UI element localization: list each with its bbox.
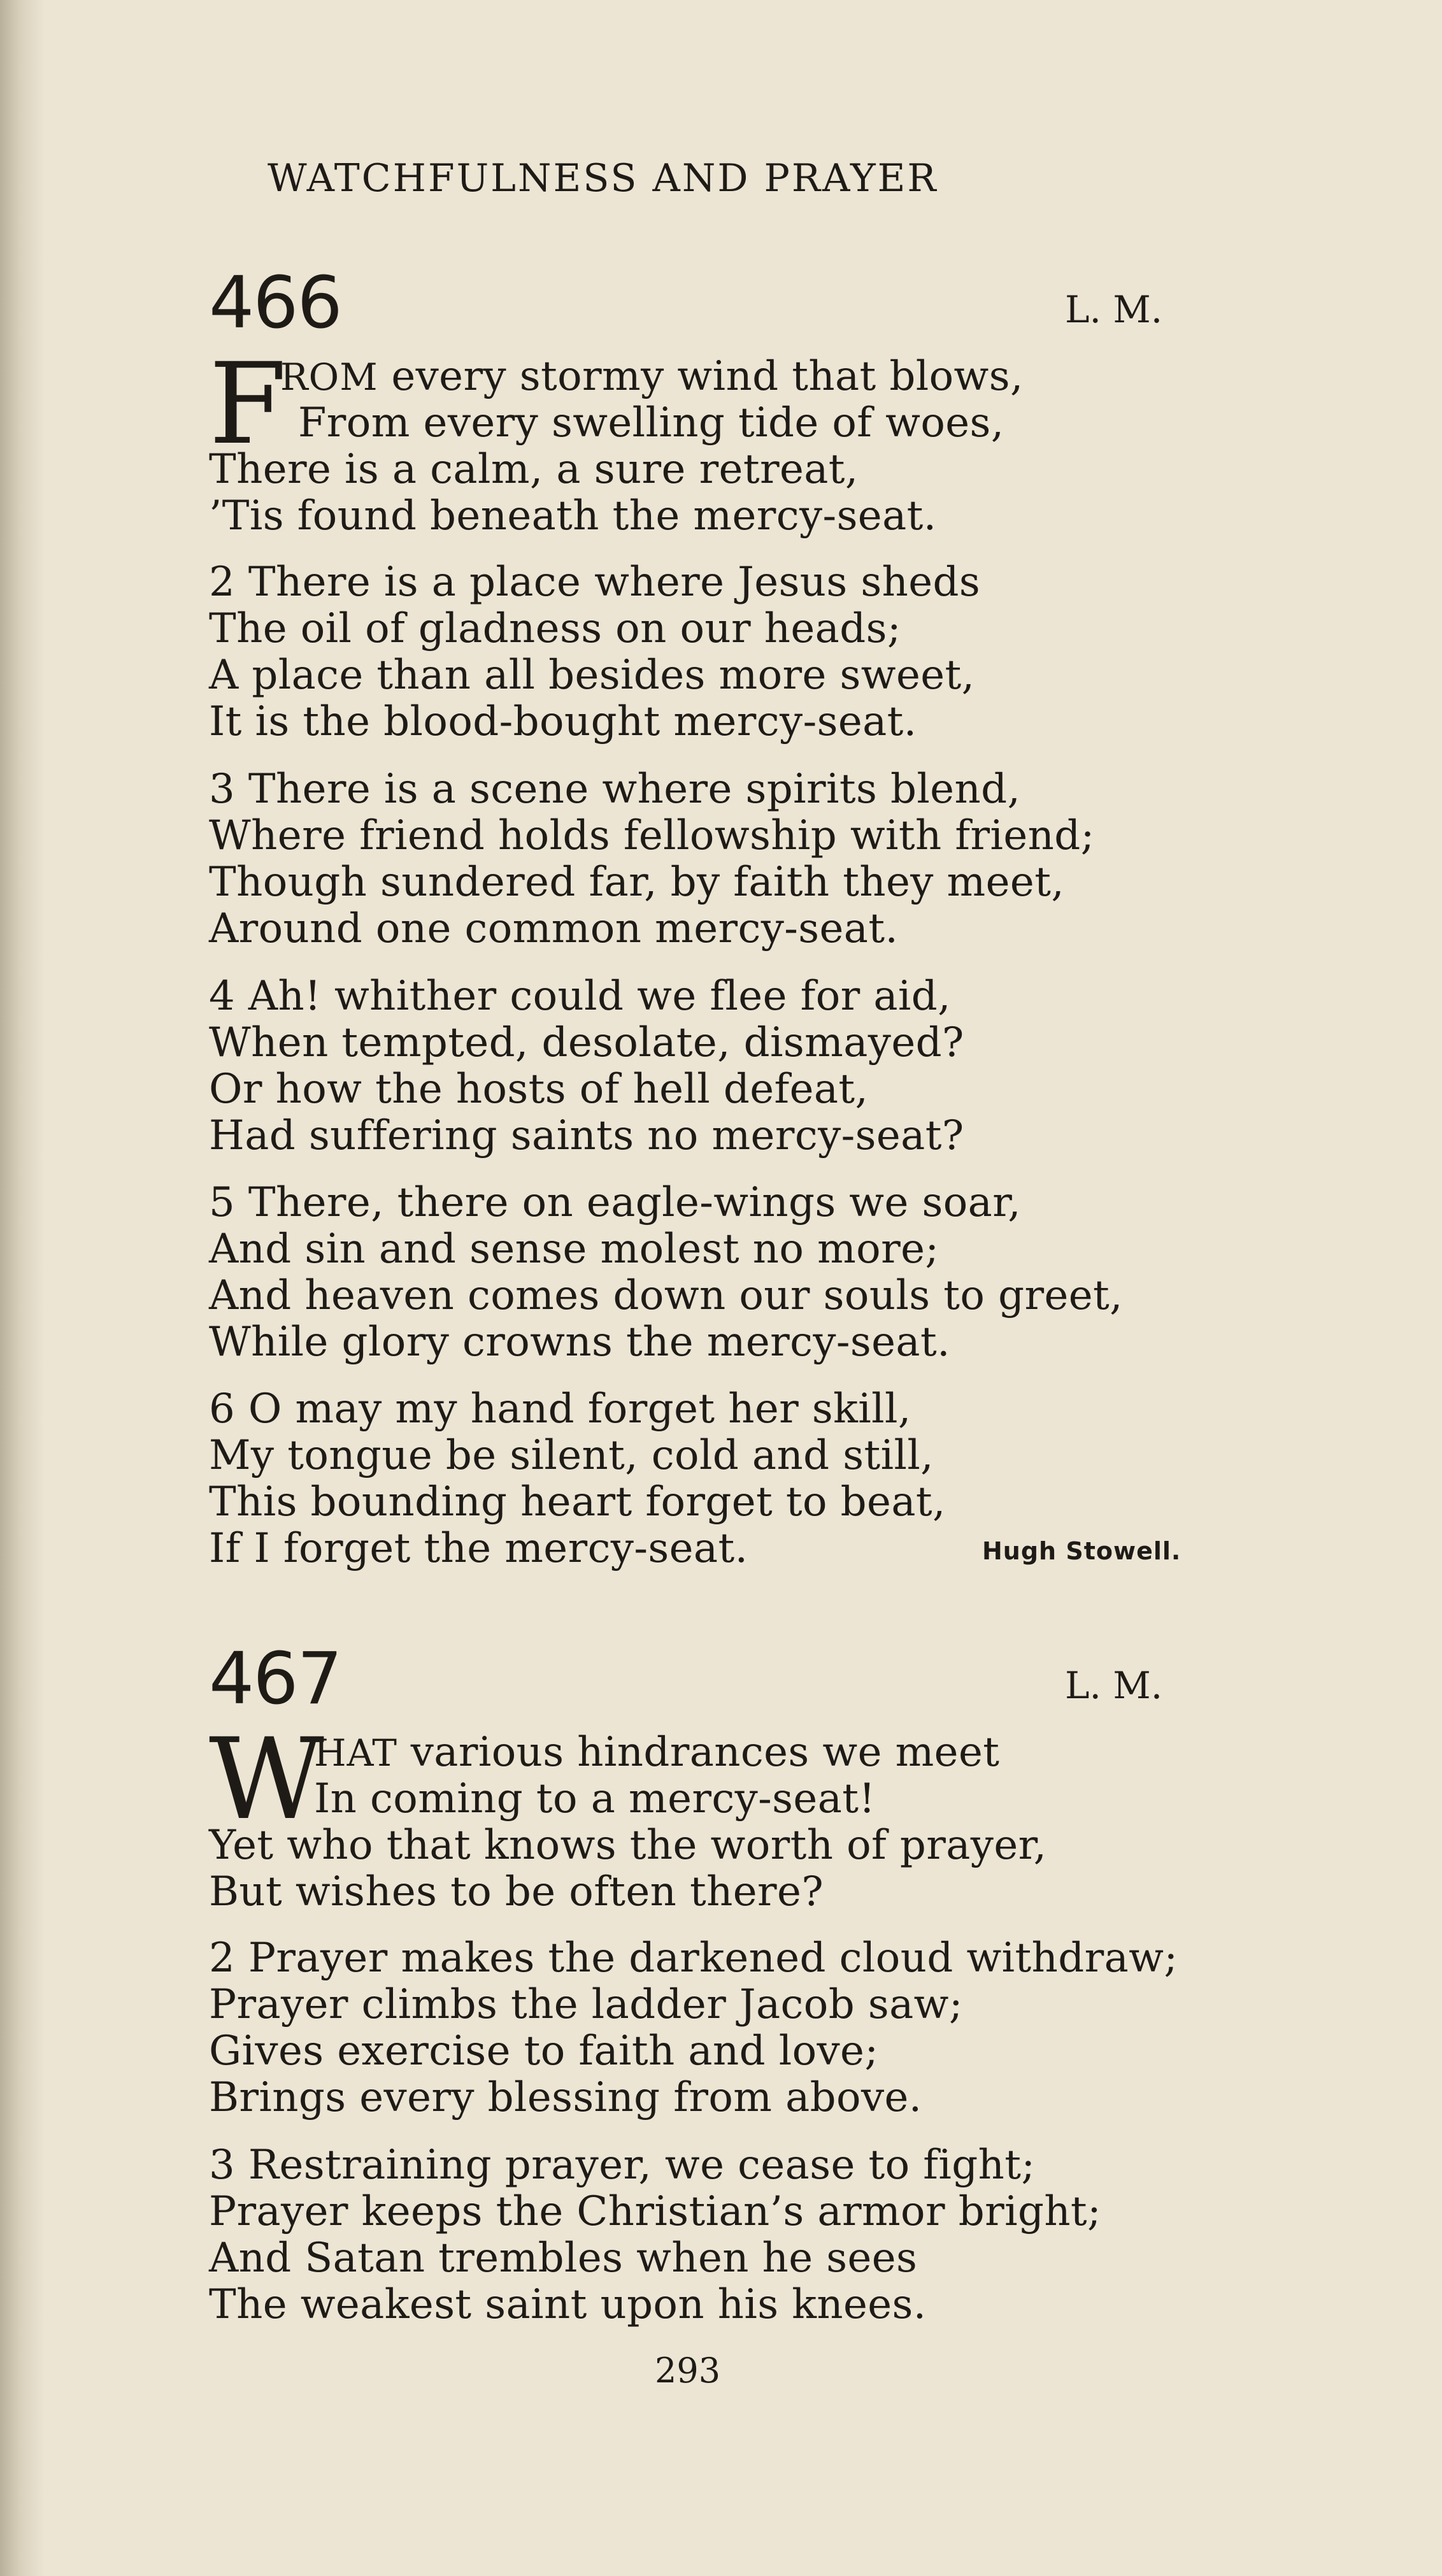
stanza-line: ’Tis found beneath the mercy-seat. bbox=[209, 492, 937, 540]
stanza-line bbox=[209, 354, 1024, 400]
stanza-5 bbox=[209, 1180, 1123, 1366]
stanza-line: In coming to a mercy-seat! bbox=[314, 1775, 876, 1822]
stanza-line: 5 There, there on eagle-wings we soar, bbox=[209, 1179, 1021, 1226]
hymn-number: 466 bbox=[209, 262, 341, 345]
stanza-line: Where friend holds fellowship with friend; bbox=[209, 812, 1095, 859]
stanza-line: My tongue be silent, cold and still, bbox=[209, 1432, 934, 1479]
stanza-line: Yet who that knows the worth of prayer, bbox=[209, 1822, 1047, 1869]
small-caps-word: ROM bbox=[280, 355, 378, 399]
stanza-line: Though sundered far, by faith they meet, bbox=[209, 859, 1065, 906]
stanza-line: If I forget the mercy-seat. bbox=[209, 1525, 748, 1572]
stanza-3 bbox=[209, 2142, 1101, 2328]
stanza-line: It is the blood-bought mercy-seat. bbox=[209, 698, 917, 745]
stanza-line: Or how the hosts of hell defeat, bbox=[209, 1066, 869, 1113]
stanza-4 bbox=[209, 973, 964, 1159]
small-caps-word: HAT bbox=[314, 1731, 397, 1775]
drop-cap: W bbox=[209, 1714, 324, 1845]
stanza-line: But wishes to be often there? bbox=[209, 1868, 824, 1915]
stanza-6 bbox=[209, 1386, 946, 1572]
stanza-1 bbox=[209, 1729, 1046, 1915]
stanza-3 bbox=[209, 766, 1095, 952]
stanza-line: And Satan trembles when he sees bbox=[209, 2235, 918, 2282]
stanza-line: The weakest saint upon his knees. bbox=[209, 2281, 927, 2328]
first-line-text: various hindrances we meet bbox=[397, 1729, 1000, 1776]
running-head: WATCHFULNESS AND PRAYER bbox=[268, 156, 938, 201]
stanza-line: 6 O may my hand forget her skill, bbox=[209, 1385, 911, 1433]
stanza-2 bbox=[209, 559, 980, 745]
page-number: 293 bbox=[655, 2351, 721, 2391]
stanza-line: From every swelling tide of woes, bbox=[298, 399, 1004, 447]
stanza-line: There is a calm, a sure retreat, bbox=[209, 446, 859, 493]
hymn-number: 467 bbox=[209, 1638, 341, 1721]
stanza-line: Prayer climbs the ladder Jacob saw; bbox=[209, 1981, 963, 2028]
first-line-text: every stormy wind that blows, bbox=[378, 353, 1024, 400]
stanza-line: 2 There is a place where Jesus sheds bbox=[209, 559, 981, 606]
stanza-line: Around one common mercy-seat. bbox=[209, 905, 899, 952]
stanza-line: The oil of gladness on our heads; bbox=[209, 605, 901, 652]
stanza-line: When tempted, desolate, dismayed? bbox=[209, 1019, 964, 1066]
stanza-line: 3 Restraining prayer, we cease to fight; bbox=[209, 2142, 1036, 2189]
stanza-line: This bounding heart forget to beat, bbox=[209, 1478, 946, 1526]
stanza-line: Had suffering saints no mercy-seat? bbox=[209, 1112, 964, 1159]
stanza-line: A place than all besides more sweet, bbox=[209, 652, 975, 699]
stanza-line: 3 There is a scene where spirits blend, bbox=[209, 766, 1021, 813]
drop-cap: F bbox=[209, 339, 287, 469]
stanza-line: And sin and sense molest no more; bbox=[209, 1226, 939, 1273]
hymn-meter: L. M. bbox=[1065, 1664, 1163, 1707]
stanza-line bbox=[209, 1729, 1046, 1776]
stanza-line: While glory crowns the mercy-seat. bbox=[209, 1319, 950, 1366]
stanza-line: And heaven comes down our souls to greet, bbox=[209, 1272, 1123, 1319]
stanza-1 bbox=[209, 354, 1024, 540]
stanza-2 bbox=[209, 1935, 1178, 2121]
hymn-author: Hugh Stowell. bbox=[982, 1537, 1181, 1565]
stanza-line: 2 Prayer makes the darkened cloud withdraw; bbox=[209, 1935, 1178, 1982]
stanza-line: Gives exercise to faith and love; bbox=[209, 2028, 879, 2075]
stanza-line: Brings every blessing from above. bbox=[209, 2074, 922, 2121]
stanza-line: 4 Ah! whither could we flee for aid, bbox=[209, 973, 951, 1020]
hymn-meter: L. M. bbox=[1065, 288, 1163, 331]
stanza-line: Prayer keeps the Christian’s armor bright; bbox=[209, 2188, 1102, 2235]
